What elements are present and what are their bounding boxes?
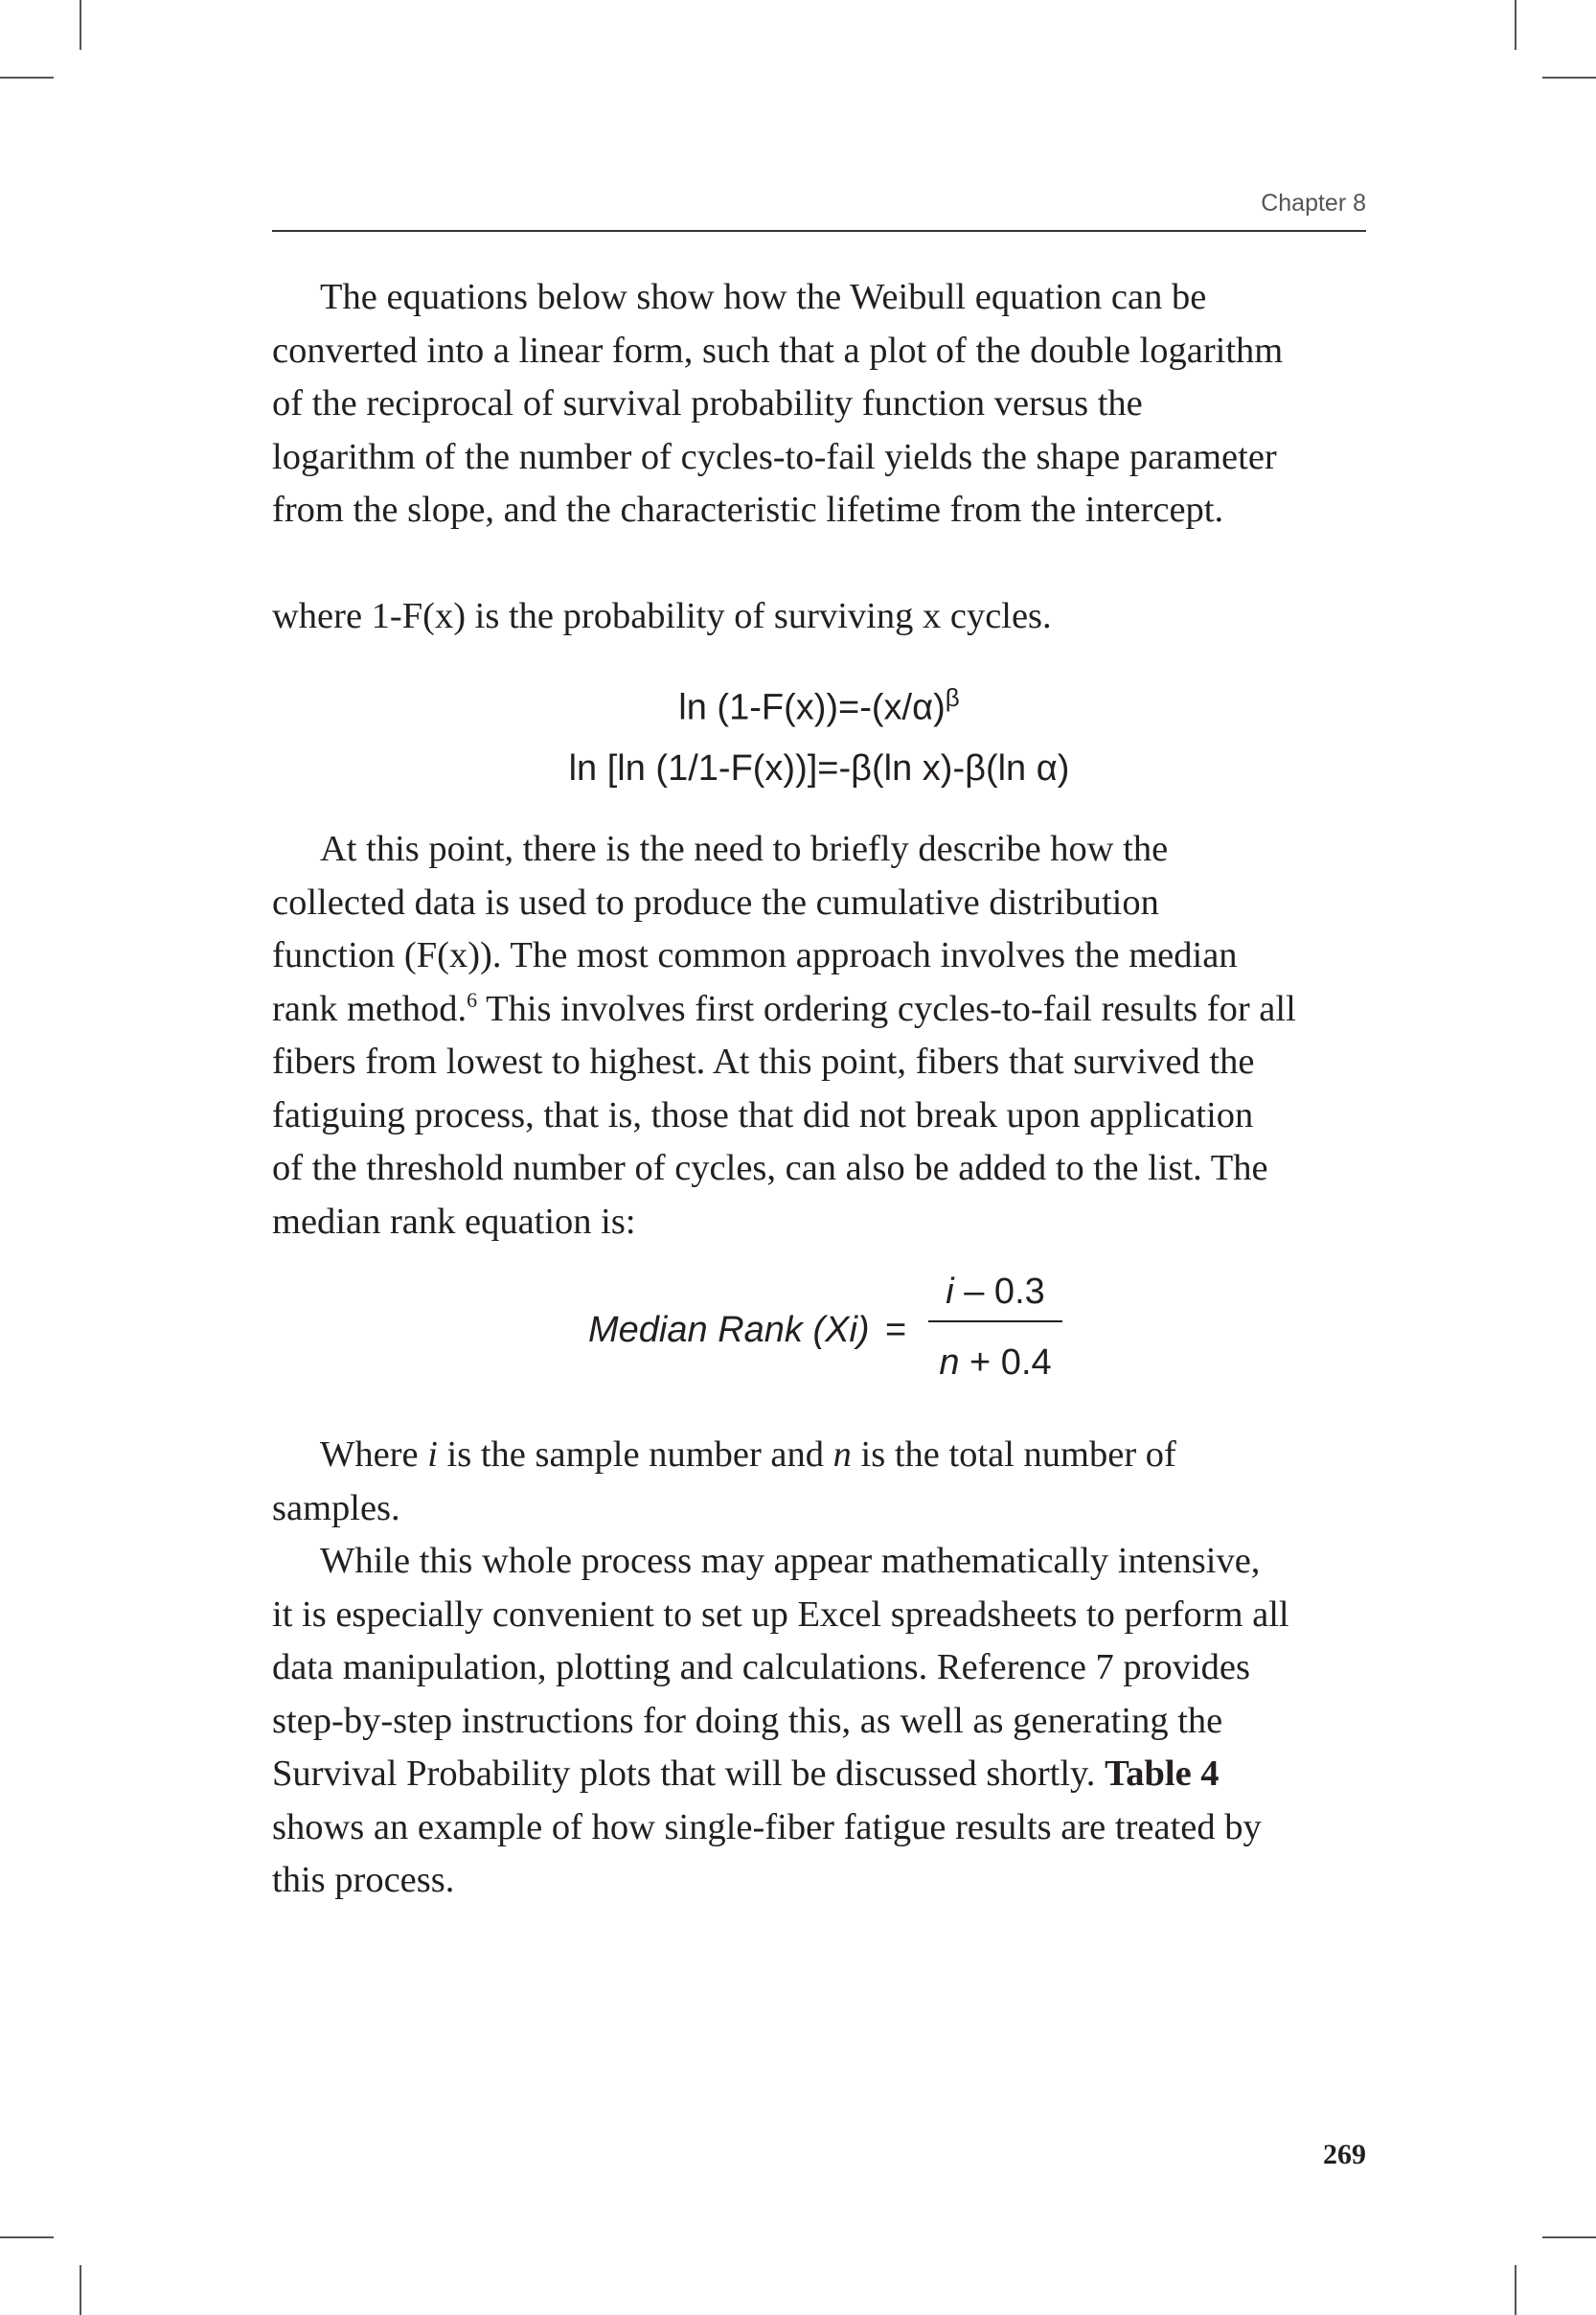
fraction-bar: [928, 1320, 1062, 1322]
text-run: is the total number of: [851, 1434, 1176, 1475]
denominator-rest: + 0.4: [959, 1342, 1052, 1383]
crop-mark: [80, 0, 81, 50]
paragraph-weibull-intro: [272, 271, 1366, 538]
fraction-denominator: [923, 1337, 1067, 1390]
paragraph-definitions: [272, 1429, 1366, 1535]
equation-linear-form: [272, 662, 1366, 733]
text-line: [272, 1748, 1366, 1801]
equals-sign: =: [885, 1310, 907, 1350]
text-line: of the reciprocal of survival probability function versus the: [272, 383, 1143, 424]
page-body: [272, 271, 1366, 1908]
text-line: shows an example of how single-fiber fatigue results are treated by: [272, 1806, 1262, 1847]
text-line: it is especially convenient to set up Excel spreadsheets to perform all: [272, 1593, 1289, 1635]
page-number: 269: [1323, 2139, 1366, 2170]
equation-text: ln (1-F(x))=-(x/α): [678, 687, 946, 728]
variable-i: i: [427, 1434, 438, 1475]
variable-i: i: [946, 1272, 954, 1312]
paragraph-where: [272, 590, 1366, 644]
text-run: This involves first ordering cycles-to-fail results for all: [477, 988, 1296, 1029]
text-run: rank method.: [272, 988, 467, 1029]
crop-mark: [1542, 2236, 1596, 2238]
text-line: median rank equation is:: [272, 1201, 636, 1242]
crop-mark: [0, 2236, 54, 2238]
text-run: Where: [320, 1434, 428, 1475]
text-line: where 1-F(x) is the probability of surviving x cycles.: [272, 595, 1052, 636]
crop-mark: [1542, 77, 1596, 79]
crop-mark: [1515, 2265, 1516, 2315]
fraction-numerator: [933, 1266, 1058, 1319]
text-line: converted into a linear form, such that a plot of the double logarithm: [272, 330, 1284, 371]
crop-mark: [80, 2265, 81, 2315]
footnote-reference: 6: [467, 987, 478, 1012]
text-line: step-by-step instructions for doing this, as well as generating the: [272, 1700, 1223, 1741]
paragraph-excel: [272, 1535, 1366, 1908]
text-line: collected data is used to produce the cumulative distribution: [272, 882, 1159, 923]
text-line: from the slope, and the characteristic lifetime from the intercept.: [272, 490, 1224, 530]
equation-double-log: [272, 733, 1366, 804]
text-line: [272, 983, 1366, 1037]
variable-n: n: [832, 1434, 852, 1475]
crop-mark: [1515, 0, 1516, 50]
text-line: fibers from lowest to highest. At this point, fibers that survived the: [272, 1042, 1255, 1082]
text-run: is the sample number and: [437, 1434, 833, 1475]
text-line: [272, 1429, 1366, 1482]
numerator-rest: – 0.3: [953, 1272, 1045, 1312]
variable-n: n: [939, 1342, 960, 1383]
equation-text: ln [ln (1/1-F(x))]=-β(ln x)-β(ln α): [568, 748, 1070, 789]
text-line: While this whole process may appear mathematically intensive,: [320, 1541, 1261, 1581]
text-run: Survival Probability plots that will be discussed shortly.: [272, 1753, 1106, 1794]
text-line: logarithm of the number of cycles-to-fail yields the shape parameter: [272, 436, 1277, 477]
text-line: data manipulation, plotting and calculations. Reference 7 provides: [272, 1647, 1251, 1687]
text-line: samples.: [272, 1487, 400, 1528]
text-line: The equations below show how the Weibull equation can be: [320, 277, 1207, 317]
text-line: this process.: [272, 1860, 455, 1900]
crop-mark: [0, 77, 54, 79]
table-reference: Table 4: [1105, 1753, 1220, 1794]
equation-exponent: β: [945, 683, 960, 712]
text-line: fatiguing process, that is, those that did not break upon application: [272, 1094, 1254, 1135]
text-line: function (F(x)). The most common approach involves the median: [272, 935, 1238, 975]
header-rule: [272, 230, 1366, 232]
equation-median-rank: [272, 1266, 1366, 1390]
text-line: At this point, there is the need to briefly describe how the: [320, 829, 1169, 869]
equation-lhs: Median Rank (Xi): [588, 1310, 870, 1350]
text-line: of the threshold number of cycles, can also be added to the list. The: [272, 1148, 1268, 1188]
paragraph-median-rank: [272, 823, 1366, 1249]
running-head: Chapter 8: [1261, 190, 1366, 217]
